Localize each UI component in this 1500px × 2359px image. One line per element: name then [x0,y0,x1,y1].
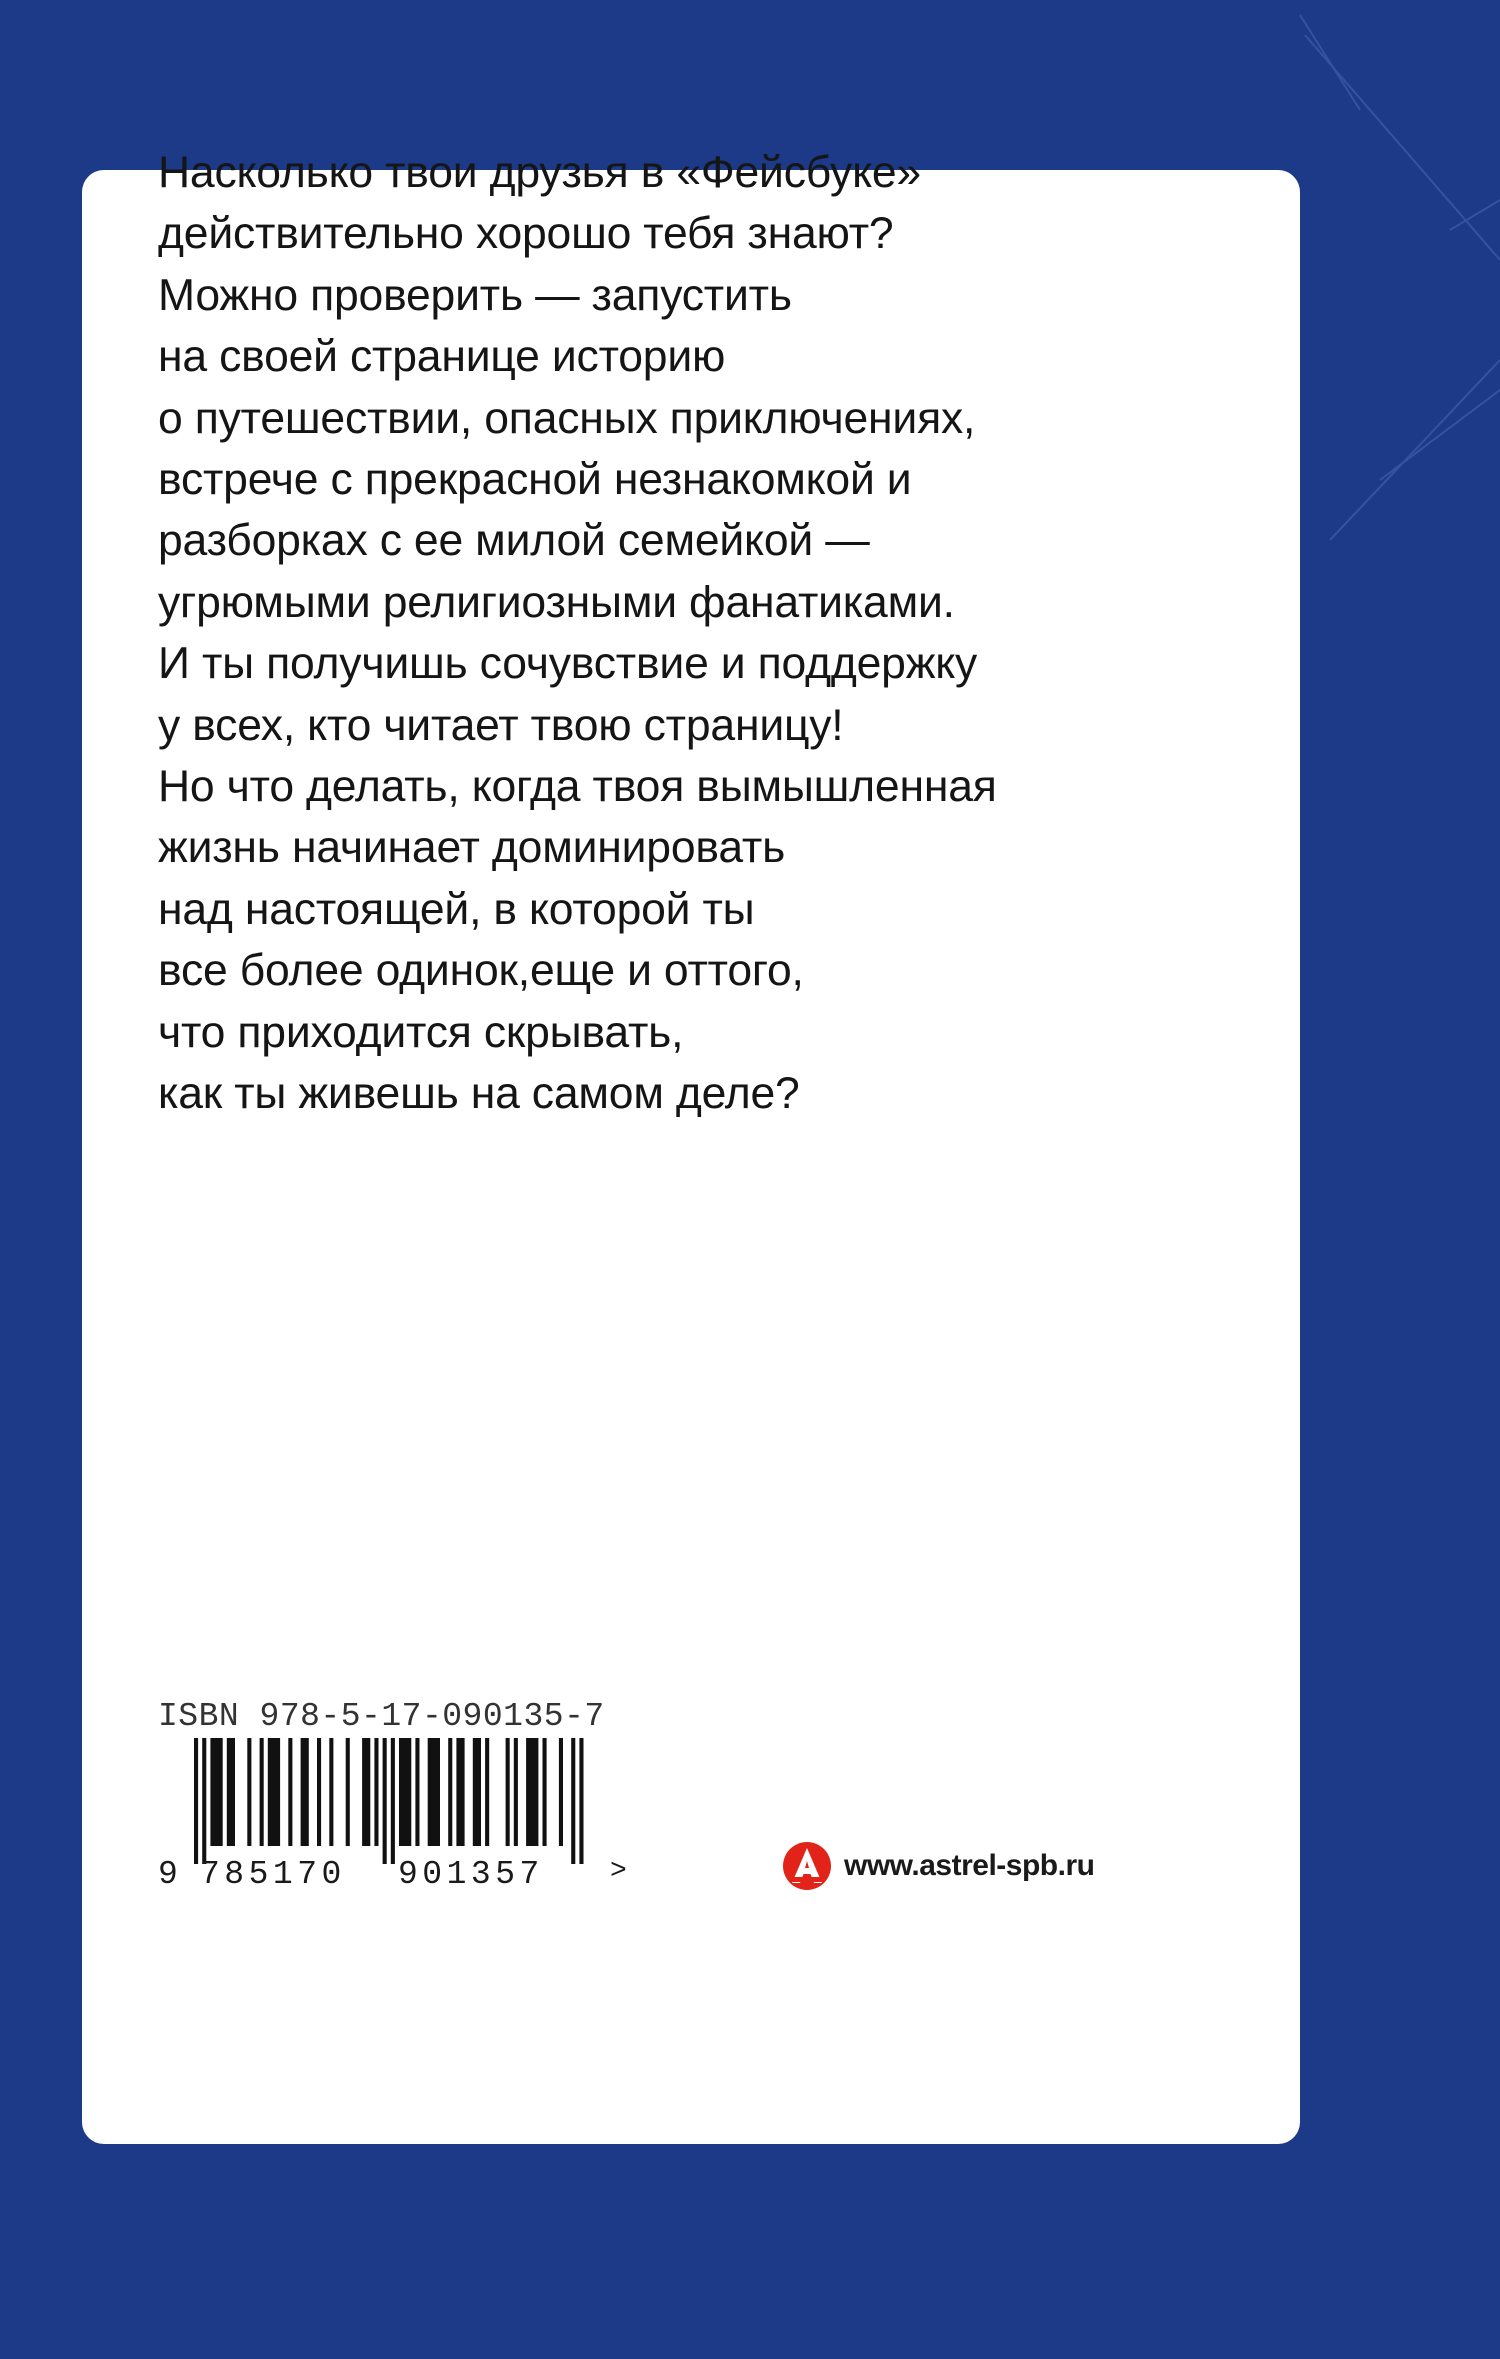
barcode-bar [456,1738,464,1846]
blurb-line: как ты живешь на самом деле? [158,1069,800,1119]
barcode-bar [301,1738,309,1846]
barcode-bar [268,1738,280,1846]
barcode-bar [543,1738,547,1846]
barcode-bar [227,1738,235,1846]
barcode-bar [579,1738,583,1864]
barcode-bar [473,1738,481,1846]
blurb-line: Насколько твои друзья в «Фейсбуке» [158,148,921,197]
blurb-line: над настоящей, в которой ты [158,884,755,934]
blurb-line: встрече с прекрасной незнакомкой и [158,455,912,505]
barcode-bar [210,1738,222,1846]
blurb-line: угрюмыми религиозными фанатиками. [158,577,955,627]
barcode-digits-left: 785170 [200,1856,346,1893]
blurb-text [158,142,1178,1125]
barcode-bar [383,1738,387,1864]
barcode-bar [514,1738,518,1846]
barcode-bar [485,1738,489,1846]
barcode-bar [194,1738,198,1864]
barcode-bar [526,1738,538,1846]
barcode-bar [346,1738,350,1846]
publisher-website-link[interactable]: www.astrel-spb.ru [844,1849,1095,1882]
barcode-bar [202,1738,206,1864]
barcode-bar [329,1738,333,1846]
barcode-bar [317,1738,321,1846]
ean13-barcode [158,1738,658,1864]
blurb-line: действительно хорошо тебя знают? [158,209,894,259]
blurb-line: Можно проверить — запустить [158,270,792,320]
barcode-digit-first: 9 [158,1856,178,1893]
isbn-label: ISBN 978-5-17-090135-7 [158,1698,605,1735]
astrel-a-logo-icon [782,1841,832,1891]
barcode-bar [399,1738,411,1846]
blurb-line: разборках с ее милой семейкой — [158,516,870,566]
barcode-bar [559,1738,563,1846]
barcode-bar [288,1738,292,1846]
barcode-quiet-zone-marker: > [610,1856,627,1887]
blurb-line: на своей странице историю [158,332,726,382]
blurb-line: И ты получишь сочувствие и поддержку [158,639,978,689]
barcode-bar [428,1738,440,1846]
barcode-bar [374,1738,378,1846]
barcode-bar [415,1738,419,1846]
blurb-line: Но что делать, когда твоя вымышленная [158,762,997,812]
barcode-bar [247,1738,251,1846]
barcode-bar [448,1738,452,1846]
barcode-digits [158,1856,628,1896]
blurb-line: все более одинок,еще и оттого, [158,946,804,996]
barcode-digits-right: 901357 [398,1856,544,1893]
blurb-line: что приходится скрывать, [158,1007,684,1057]
barcode-bar [260,1738,264,1846]
barcode-bar [571,1738,575,1864]
blurb-line: у всех, кто читает твою страницу! [158,700,844,750]
barcode-bar [391,1738,395,1864]
barcode-bar [506,1738,510,1846]
blurb-line: о путешествии, опасных приключениях, [158,393,976,443]
blurb-line: жизнь начинает доминировать [158,823,786,873]
publisher-block [782,1838,1094,1894]
barcode-bar [362,1738,370,1846]
